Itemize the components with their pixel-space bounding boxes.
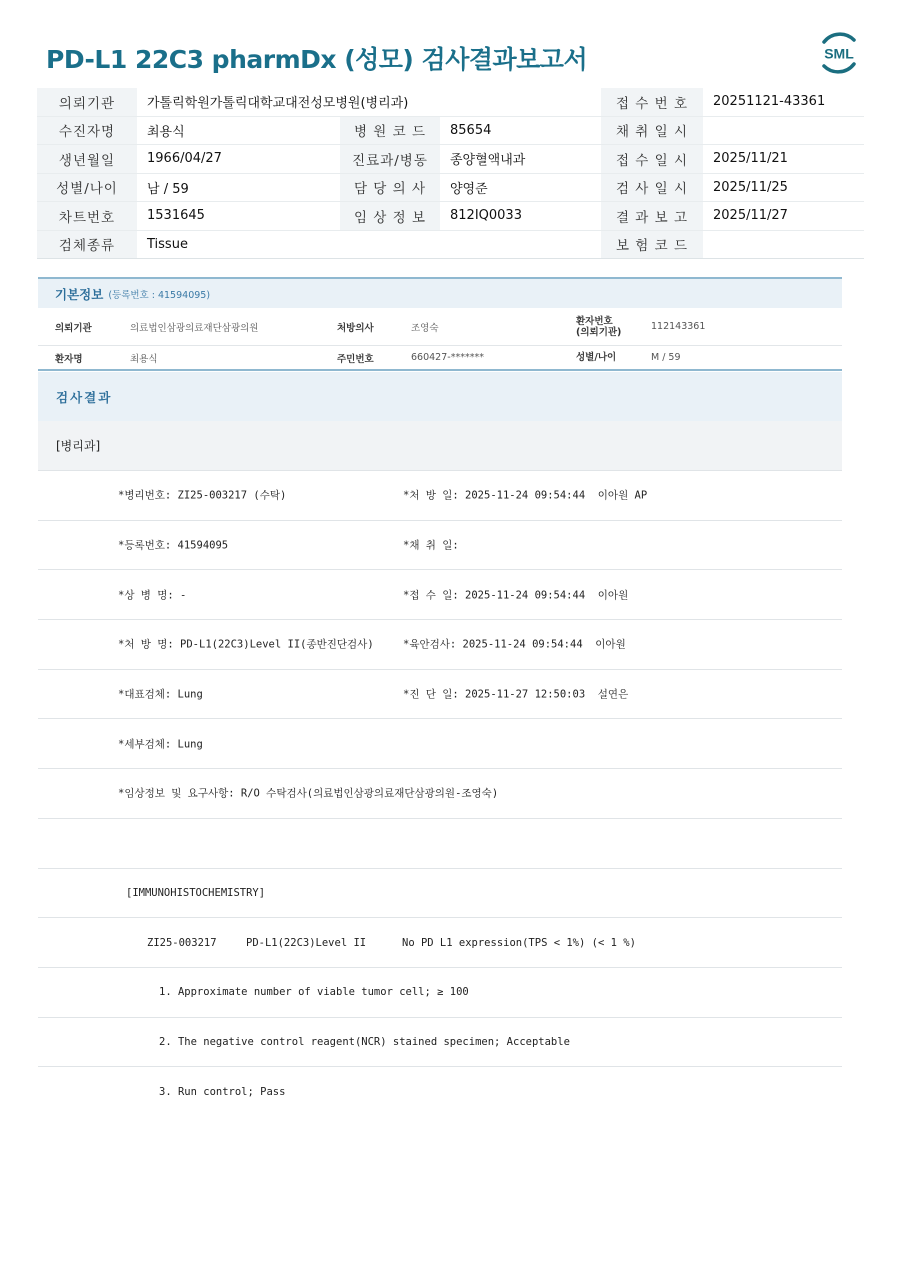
gross-exam: *육안검사: 2025-11-24 09:54:44 이아원 bbox=[403, 638, 626, 651]
ihc-note-text: 1. Approximate number of viable tumor cell; ≥ 100 bbox=[159, 986, 469, 999]
label-clinical-info: 임 상 정 보 bbox=[340, 202, 440, 230]
value-patient: 최용식 bbox=[130, 353, 158, 365]
diagnosis-date: *진 단 일: 2025-11-27 12:50:03 설연은 bbox=[403, 688, 629, 701]
value-collection-date bbox=[703, 117, 864, 145]
registration-no: *등록번호: 41594095 bbox=[118, 539, 229, 552]
main-specimen: *대표검체: Lung bbox=[118, 688, 203, 701]
label-chart-no: 차트번호 bbox=[37, 202, 137, 230]
ihc-note-text: 2. The negative control reagent(NCR) stained specimen; Acceptable bbox=[159, 1035, 570, 1048]
patient-info-table bbox=[37, 88, 864, 259]
disease-name: *상 병 명: - bbox=[118, 589, 187, 602]
label-prescriber: 처방의사 bbox=[337, 322, 374, 334]
detail-specimen: *세부검체: Lung bbox=[118, 738, 203, 751]
ihc-result-id: ZI25-003217 bbox=[147, 936, 217, 949]
blank-line bbox=[38, 819, 842, 869]
info-row bbox=[37, 88, 864, 117]
value-doctor: 양영준 bbox=[450, 181, 488, 197]
receipt-day: *접 수 일: 2025-11-24 09:54:44 이아원 bbox=[403, 589, 629, 602]
basic-info-heading bbox=[38, 279, 842, 308]
ihc-result-test: PD-L1(22C3)Level II bbox=[246, 936, 367, 949]
label-institution: 의뢰기관 bbox=[37, 88, 137, 116]
info-row bbox=[37, 117, 864, 146]
info-row bbox=[37, 145, 864, 174]
ihc-result-value: No PD L1 expression(TPS < 1%) (< 1 %) bbox=[402, 936, 636, 949]
registration-number: (등록번호 : 41594095) bbox=[108, 289, 211, 301]
report-line bbox=[38, 719, 842, 769]
info-row bbox=[37, 231, 864, 260]
value-referral-inst: 의료법인삼광의료재단삼광의원 bbox=[130, 322, 259, 334]
label-sex-age: 성별/나이 bbox=[37, 174, 137, 202]
value-resident-no: 660427-******* bbox=[411, 352, 484, 363]
report-line bbox=[38, 869, 842, 919]
svg-text:SML: SML bbox=[824, 45, 854, 62]
value-clinical-info: 812IQ0033 bbox=[450, 208, 522, 224]
info-row bbox=[37, 202, 864, 231]
value-sex-age: 남 / 59 bbox=[147, 181, 189, 197]
value-chart-no: 1531645 bbox=[147, 208, 205, 224]
clinical-request: *임상정보 및 요구사항: R/O 수탁검사(의료법인삼광의료재단삼광의원-조영숙) bbox=[118, 787, 499, 800]
basic-info-row bbox=[38, 346, 842, 371]
label-patient: 환자명 bbox=[55, 353, 83, 365]
value-patient-name: 최용식 bbox=[147, 124, 185, 140]
report-body bbox=[38, 471, 842, 1117]
value-report-date: 2025/11/27 bbox=[713, 208, 788, 224]
ihc-heading: [IMMUNOHISTOCHEMISTRY] bbox=[126, 886, 266, 899]
label-report-date: 결 과 보 고 bbox=[601, 202, 703, 230]
order-name: *처 방 명: PD-L1(22C3)Level II(종반진단검사) bbox=[118, 638, 374, 651]
label-patient-number-line1: 환자번호 bbox=[576, 315, 613, 327]
value-institution: 가톨릭학원가톨릭대학교대전성모병원(병리과) bbox=[147, 96, 409, 112]
label-collection-date: 채 취 일 시 bbox=[601, 117, 703, 145]
report-line bbox=[38, 521, 842, 571]
value-department: 종양혈액내과 bbox=[450, 153, 526, 169]
result-heading: 검사결과 bbox=[38, 372, 842, 421]
label-accession-no: 접 수 번 호 bbox=[601, 88, 703, 116]
report-line bbox=[38, 769, 842, 819]
ihc-note bbox=[38, 1067, 842, 1117]
label-patient-number-line2: (의뢰기관) bbox=[576, 326, 622, 338]
pathology-number: *병리번호: ZI25-003217 (수탁) bbox=[118, 489, 287, 502]
order-date: *처 방 일: 2025-11-24 09:54:44 이아원 AP bbox=[403, 489, 648, 502]
label-resident-no: 주민번호 bbox=[337, 353, 374, 365]
value-birth-date: 1966/04/27 bbox=[147, 151, 222, 167]
label-doctor: 담 당 의 사 bbox=[340, 174, 440, 202]
value-hospital-code: 85654 bbox=[450, 122, 492, 138]
basic-info-section bbox=[38, 277, 842, 371]
ihc-note-text: 3. Run control; Pass bbox=[159, 1086, 286, 1099]
value-accession-no: 20251121-43361 bbox=[713, 94, 826, 110]
value-receipt-date: 2025/11/21 bbox=[713, 151, 788, 167]
label-department: 진료과/병동 bbox=[340, 145, 440, 173]
basic-info-title: 기본정보 bbox=[55, 286, 104, 302]
label-specimen-type: 검체종류 bbox=[37, 231, 137, 259]
label-patient-number bbox=[576, 316, 651, 338]
label-receipt-date: 접 수 일 시 bbox=[601, 145, 703, 173]
report-title: PD-L1 22C3 pharmDx (성모) 검사결과보고서 bbox=[46, 45, 588, 74]
info-row bbox=[37, 174, 864, 203]
report-line bbox=[38, 670, 842, 720]
label-birth-date: 생년월일 bbox=[37, 145, 137, 173]
label-sex-age-basic: 성별/나이 bbox=[576, 352, 617, 363]
label-patient-name: 수진자명 bbox=[37, 117, 137, 145]
label-insurance-code: 보 험 코 드 bbox=[601, 231, 703, 259]
report-line bbox=[38, 620, 842, 670]
collection-day: *채 취 일: bbox=[403, 539, 459, 552]
label-hospital-code: 병 원 코 드 bbox=[340, 117, 440, 145]
report-line bbox=[38, 471, 842, 521]
report-line bbox=[38, 570, 842, 620]
value-insurance-code bbox=[703, 231, 864, 259]
value-prescriber: 조영숙 bbox=[411, 322, 439, 334]
value-sex-age-basic: M / 59 bbox=[651, 352, 681, 363]
value-patient-number: 112143361 bbox=[651, 321, 706, 332]
value-specimen-type: Tissue bbox=[147, 236, 188, 252]
label-test-date: 검 사 일 시 bbox=[601, 174, 703, 202]
ihc-note bbox=[38, 968, 842, 1018]
ihc-note bbox=[38, 1018, 842, 1068]
department-label: [병리과] bbox=[38, 421, 842, 471]
basic-info-row bbox=[38, 308, 842, 346]
value-test-date: 2025/11/25 bbox=[713, 179, 788, 195]
sml-logo bbox=[816, 30, 862, 76]
label-referral-inst: 의뢰기관 bbox=[55, 322, 92, 334]
ihc-result-line bbox=[38, 918, 842, 968]
